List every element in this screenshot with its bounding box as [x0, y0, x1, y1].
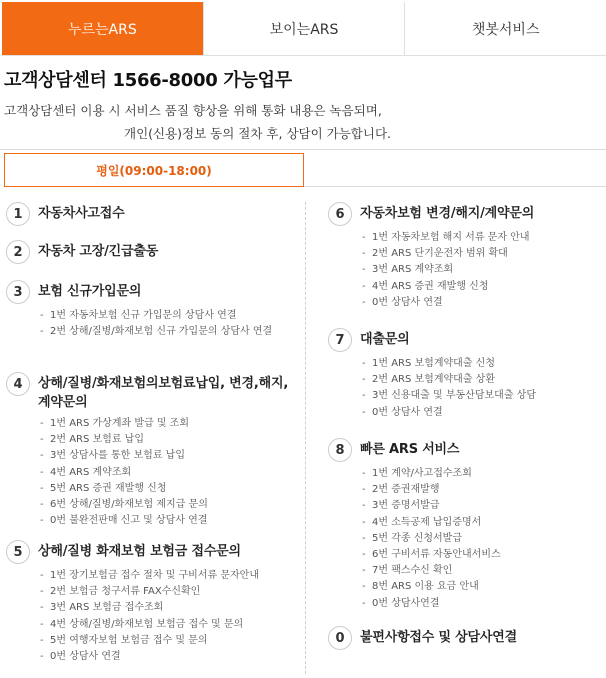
menu-sub-option: - 2번 보험금 청구서류 FAX수신확인	[40, 584, 298, 600]
menu-sub-option: - 0번 상담사연결	[362, 596, 604, 612]
description-line-2: 개인(신용)정보 동의 절차 후, 상담이 가능합니다.	[124, 126, 391, 141]
menu-sub-option: - 3번 ARS 계약조회	[362, 262, 604, 278]
menu-sub-option: - 3번 상담사를 통한 보험료 납입	[40, 448, 298, 464]
menu-item-1	[6, 202, 298, 226]
menu-sub-option: - 0번 상담사 연결	[40, 649, 298, 665]
menu-number-badge: 3	[6, 280, 30, 304]
menu-item-title: 보험 신규가입문의	[38, 284, 142, 299]
menu-sub-option: - 5번 여행자보험 보험금 접수 및 문의	[40, 633, 298, 649]
column-divider	[305, 202, 306, 674]
menu-item-title: 자동차사고접수	[38, 206, 125, 221]
menu-sub-option: - 4번 ARS 증권 재발행 신청	[362, 279, 604, 295]
hours-tab-bar	[4, 153, 606, 187]
menu-item-7	[328, 328, 604, 421]
menu-number-badge: 5	[6, 540, 30, 564]
menu-sub-option: - 6번 구비서류 자동안내서비스	[362, 547, 604, 563]
hours-tab-spacer	[304, 153, 606, 187]
menu-sub-options	[360, 230, 604, 311]
tab-push-ars[interactable]: 누르는ARS	[2, 2, 204, 55]
menu-number-badge: 6	[328, 202, 352, 226]
menu-item-title: 상해/질병 화재보험 보험금 접수문의	[38, 544, 241, 559]
menu-sub-options	[38, 568, 298, 665]
menu-item-title: 자동차 고장/긴급출동	[38, 244, 159, 259]
menu-sub-option: - 4번 ARS 계약조회	[40, 465, 298, 481]
menu-sub-option: - 4번 상해/질병/화재보험 보험금 접수 및 문의	[40, 617, 298, 633]
description-line-1: 고객상담센터 이용 시 서비스 품질 향상을 위해 통화 내용은 녹음되며,	[4, 103, 382, 118]
menu-sub-option: - 1번 ARS 보험계약대출 신청	[362, 356, 604, 372]
menu-item-6	[328, 202, 604, 311]
menu-sub-option: - 3번 증명서발급	[362, 498, 604, 514]
menu-item-title: 상해/질병/화재보험의보험료납입, 변경,해지,계약문의	[38, 376, 289, 410]
menu-sub-option: - 2번 ARS 단기운전자 범위 확대	[362, 246, 604, 262]
menu-number-badge: 0	[328, 626, 352, 650]
menu-sub-options	[38, 308, 298, 340]
page-title: 고객상담센터 1566-8000 가능업무	[4, 70, 292, 91]
section-divider	[0, 149, 606, 150]
tab-visible-ars[interactable]: 보이는ARS	[204, 2, 406, 55]
menu-item-title: 빠른 ARS 서비스	[360, 442, 460, 457]
menu-sub-option: - 1번 장기보험금 접수 절차 및 구비서류 문자안내	[40, 568, 298, 584]
menu-item-5	[6, 540, 298, 665]
menu-number-badge: 2	[6, 240, 30, 264]
menu-item-2	[6, 240, 298, 264]
menu-sub-option: - 0번 상담사 연결	[362, 405, 604, 421]
menu-sub-options	[38, 416, 298, 529]
menu-sub-option: - 0번 불완전판매 신고 및 상담사 연결	[40, 513, 298, 529]
menu-sub-option: - 2번 ARS 보험료 납입	[40, 432, 298, 448]
menu-sub-option: - 4번 소득공제 납입증명서	[362, 515, 604, 531]
menu-item-title: 대출문의	[360, 332, 410, 347]
menu-item-title: 자동차보험 변경/해지/계약문의	[360, 206, 535, 221]
ars-tab-bar	[2, 2, 606, 56]
menu-item-0	[328, 626, 604, 650]
menu-number-badge: 8	[328, 438, 352, 462]
menu-sub-option: - 5번 ARS 증권 재발행 신청	[40, 481, 298, 497]
menu-number-badge: 7	[328, 328, 352, 352]
menu-sub-options	[360, 356, 604, 421]
menu-number-badge: 4	[6, 372, 30, 396]
menu-sub-option: - 0번 상담사 연결	[362, 295, 604, 311]
menu-item-3	[6, 280, 298, 340]
tab-weekday-hours[interactable]: 평일(09:00-18:00)	[4, 153, 304, 187]
menu-sub-option: - 6번 상해/질병/화재보험 제지급 문의	[40, 497, 298, 513]
menu-sub-option: - 1번 ARS 가상계좌 발급 및 조회	[40, 416, 298, 432]
menu-sub-option: - 2번 ARS 보험계약대출 상환	[362, 372, 604, 388]
menu-sub-option: - 1번 자동차보험 신규 가입문의 상담사 연결	[40, 308, 298, 324]
menu-sub-option: - 7번 팩스수신 확인	[362, 563, 604, 579]
menu-sub-option: - 3번 ARS 보험금 접수조회	[40, 600, 298, 616]
menu-sub-option: - 2번 증권재발행	[362, 482, 604, 498]
menu-sub-options	[360, 466, 604, 612]
menu-sub-option: - 3번 신용대출 및 부동산담보대출 상담	[362, 388, 604, 404]
menu-item-8	[328, 438, 604, 612]
menu-item-title: 불편사항접수 및 상담사연결	[360, 630, 517, 645]
menu-sub-option: - 1번 자동차보험 해지 서류 문자 안내	[362, 230, 604, 246]
menu-sub-option: - 1번 계약/사고접수조회	[362, 466, 604, 482]
menu-sub-option: - 8번 ARS 이용 요금 안내	[362, 579, 604, 595]
menu-item-4	[6, 372, 298, 529]
tab-chatbot-service[interactable]: 챗봇서비스	[405, 2, 606, 55]
menu-sub-option: - 2번 상해/질병/화재보험 신규 가입문의 상담사 연결	[40, 324, 298, 340]
menu-number-badge: 1	[6, 202, 30, 226]
menu-sub-option: - 5번 각종 신청서발급	[362, 531, 604, 547]
